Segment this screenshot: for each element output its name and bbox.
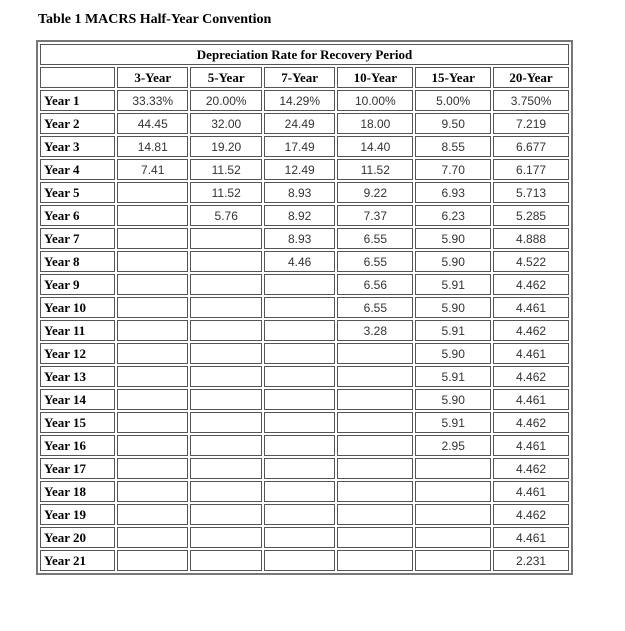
rate-cell: [415, 458, 491, 479]
rate-cell: [337, 504, 413, 525]
rate-cell: [117, 458, 188, 479]
rate-cell: [190, 435, 261, 456]
rate-cell: 18.00: [337, 113, 413, 134]
rate-cell: 4.461: [493, 343, 569, 364]
rate-cell: [337, 343, 413, 364]
rate-cell: 6.23: [415, 205, 491, 226]
rate-cell: 14.29%: [264, 90, 335, 111]
table-row: [40, 481, 569, 502]
row-label: Year 3: [40, 136, 115, 157]
row-label: Year 20: [40, 527, 115, 548]
table-row: [40, 113, 569, 134]
rate-cell: 14.40: [337, 136, 413, 157]
rate-cell: [117, 343, 188, 364]
table-row: [40, 297, 569, 318]
rate-cell: [190, 366, 261, 387]
rate-cell: 5.90: [415, 389, 491, 410]
rate-cell: 6.93: [415, 182, 491, 203]
rate-cell: 19.20: [190, 136, 261, 157]
column-header: 7-Year: [264, 67, 335, 88]
table-row: [40, 251, 569, 272]
row-label: Year 7: [40, 228, 115, 249]
column-header: 15-Year: [415, 67, 491, 88]
rate-cell: 17.49: [264, 136, 335, 157]
rate-cell: [264, 435, 335, 456]
rate-cell: 4.462: [493, 412, 569, 433]
rate-cell: 4.522: [493, 251, 569, 272]
rate-cell: 7.37: [337, 205, 413, 226]
rate-cell: [117, 550, 188, 571]
rate-cell: 14.81: [117, 136, 188, 157]
rate-cell: [415, 504, 491, 525]
rate-cell: [190, 320, 261, 341]
rate-cell: 8.92: [264, 205, 335, 226]
row-label: Year 2: [40, 113, 115, 134]
rate-cell: [337, 527, 413, 548]
rate-cell: [264, 389, 335, 410]
rate-cell: 4.461: [493, 435, 569, 456]
rate-cell: 6.177: [493, 159, 569, 180]
rate-cell: [337, 435, 413, 456]
rate-cell: [264, 320, 335, 341]
rate-cell: [337, 389, 413, 410]
rate-cell: 5.90: [415, 343, 491, 364]
rate-cell: [117, 504, 188, 525]
column-header: 10-Year: [337, 67, 413, 88]
rate-cell: [117, 228, 188, 249]
row-label: Year 21: [40, 550, 115, 571]
rate-cell: [117, 412, 188, 433]
row-label: Year 9: [40, 274, 115, 295]
rate-cell: [415, 481, 491, 502]
table-row: [40, 527, 569, 548]
table-row: [40, 205, 569, 226]
row-label: Year 12: [40, 343, 115, 364]
rate-cell: [264, 343, 335, 364]
rate-cell: [117, 366, 188, 387]
table-row: [40, 343, 569, 364]
rate-cell: 4.461: [493, 297, 569, 318]
rate-cell: 9.22: [337, 182, 413, 203]
rate-cell: 24.49: [264, 113, 335, 134]
rate-cell: 11.52: [337, 159, 413, 180]
rate-cell: [117, 435, 188, 456]
rate-cell: 5.713: [493, 182, 569, 203]
rate-cell: 5.00%: [415, 90, 491, 111]
rate-cell: 5.91: [415, 412, 491, 433]
rate-cell: 9.50: [415, 113, 491, 134]
rate-cell: [337, 412, 413, 433]
rate-cell: [337, 550, 413, 571]
rate-cell: [264, 274, 335, 295]
rate-cell: 4.461: [493, 481, 569, 502]
rate-cell: [264, 550, 335, 571]
table-row: [40, 458, 569, 479]
row-label: Year 11: [40, 320, 115, 341]
rate-cell: 5.90: [415, 228, 491, 249]
rate-cell: 4.462: [493, 504, 569, 525]
table-row: [40, 228, 569, 249]
table-row: [40, 504, 569, 525]
rate-cell: 44.45: [117, 113, 188, 134]
rate-cell: 5.91: [415, 320, 491, 341]
rate-cell: 4.461: [493, 389, 569, 410]
column-header: 20-Year: [493, 67, 569, 88]
row-label: Year 14: [40, 389, 115, 410]
table-row: [40, 412, 569, 433]
row-label: Year 1: [40, 90, 115, 111]
rate-cell: 11.52: [190, 182, 261, 203]
rate-cell: 5.76: [190, 205, 261, 226]
row-label: Year 15: [40, 412, 115, 433]
rate-cell: [264, 504, 335, 525]
rate-cell: 7.41: [117, 159, 188, 180]
rate-cell: 6.56: [337, 274, 413, 295]
rate-cell: 5.91: [415, 366, 491, 387]
group-header: Depreciation Rate for Recovery Period: [40, 44, 569, 65]
row-label: Year 18: [40, 481, 115, 502]
rate-cell: [117, 320, 188, 341]
rate-cell: 5.90: [415, 251, 491, 272]
rate-cell: [190, 228, 261, 249]
rate-cell: [117, 481, 188, 502]
row-label: Year 19: [40, 504, 115, 525]
rate-cell: [190, 251, 261, 272]
rate-cell: 33.33%: [117, 90, 188, 111]
rate-cell: [415, 527, 491, 548]
rate-cell: 3.28: [337, 320, 413, 341]
rate-cell: 7.70: [415, 159, 491, 180]
rate-cell: [264, 481, 335, 502]
rate-cell: 4.462: [493, 458, 569, 479]
rate-cell: 7.219: [493, 113, 569, 134]
rate-cell: 4.888: [493, 228, 569, 249]
rate-cell: [117, 205, 188, 226]
rate-cell: 4.462: [493, 274, 569, 295]
rate-cell: [190, 343, 261, 364]
rate-cell: 4.46: [264, 251, 335, 272]
rate-cell: [264, 366, 335, 387]
row-label: Year 4: [40, 159, 115, 180]
rate-cell: 11.52: [190, 159, 261, 180]
column-header: 3-Year: [117, 67, 188, 88]
rate-cell: [190, 550, 261, 571]
row-label: Year 16: [40, 435, 115, 456]
column-header-row: [40, 67, 569, 88]
rate-cell: [117, 251, 188, 272]
rate-cell: [190, 504, 261, 525]
row-label: Year 6: [40, 205, 115, 226]
rate-cell: 4.462: [493, 366, 569, 387]
table-row: [40, 389, 569, 410]
rate-cell: [117, 182, 188, 203]
rate-cell: 8.93: [264, 228, 335, 249]
rate-cell: [337, 458, 413, 479]
rate-cell: 3.750%: [493, 90, 569, 111]
table-row: [40, 366, 569, 387]
rate-cell: 20.00%: [190, 90, 261, 111]
rate-cell: 5.91: [415, 274, 491, 295]
rate-cell: [190, 274, 261, 295]
row-label: Year 17: [40, 458, 115, 479]
table-row: [40, 320, 569, 341]
rate-cell: 6.55: [337, 251, 413, 272]
rate-cell: [190, 481, 261, 502]
row-label: Year 8: [40, 251, 115, 272]
rate-cell: [264, 458, 335, 479]
rate-cell: 5.90: [415, 297, 491, 318]
rate-cell: [190, 458, 261, 479]
rate-cell: 8.55: [415, 136, 491, 157]
rate-cell: 8.93: [264, 182, 335, 203]
macrs-table: [36, 40, 573, 575]
rate-cell: 2.95: [415, 435, 491, 456]
rate-cell: [337, 481, 413, 502]
group-header-row: [40, 44, 569, 65]
row-label: Year 10: [40, 297, 115, 318]
rate-cell: 32.00: [190, 113, 261, 134]
table-row: [40, 90, 569, 111]
rate-cell: [415, 550, 491, 571]
table-row: [40, 159, 569, 180]
rate-cell: [117, 527, 188, 548]
rate-cell: 5.285: [493, 205, 569, 226]
row-label: Year 5: [40, 182, 115, 203]
rate-cell: [264, 527, 335, 548]
rate-cell: [190, 527, 261, 548]
rate-cell: [190, 297, 261, 318]
rate-cell: 6.55: [337, 297, 413, 318]
row-label: Year 13: [40, 366, 115, 387]
rate-cell: 4.462: [493, 320, 569, 341]
rate-cell: 6.55: [337, 228, 413, 249]
table-row: [40, 274, 569, 295]
corner-cell: [40, 67, 115, 88]
rate-cell: 6.677: [493, 136, 569, 157]
rate-cell: [117, 297, 188, 318]
rate-cell: [190, 412, 261, 433]
table-title: Table 1 MACRS Half-Year Convention: [38, 12, 272, 27]
rate-cell: 12.49: [264, 159, 335, 180]
rate-cell: 2.231: [493, 550, 569, 571]
rate-cell: 4.461: [493, 527, 569, 548]
rate-cell: [117, 274, 188, 295]
rate-cell: [264, 412, 335, 433]
table-row: [40, 182, 569, 203]
rate-cell: 10.00%: [337, 90, 413, 111]
column-header: 5-Year: [190, 67, 261, 88]
table-row: [40, 136, 569, 157]
rate-cell: [337, 366, 413, 387]
table-row: [40, 550, 569, 571]
table-row: [40, 435, 569, 456]
rate-cell: [190, 389, 261, 410]
rate-cell: [117, 389, 188, 410]
rate-cell: [264, 297, 335, 318]
